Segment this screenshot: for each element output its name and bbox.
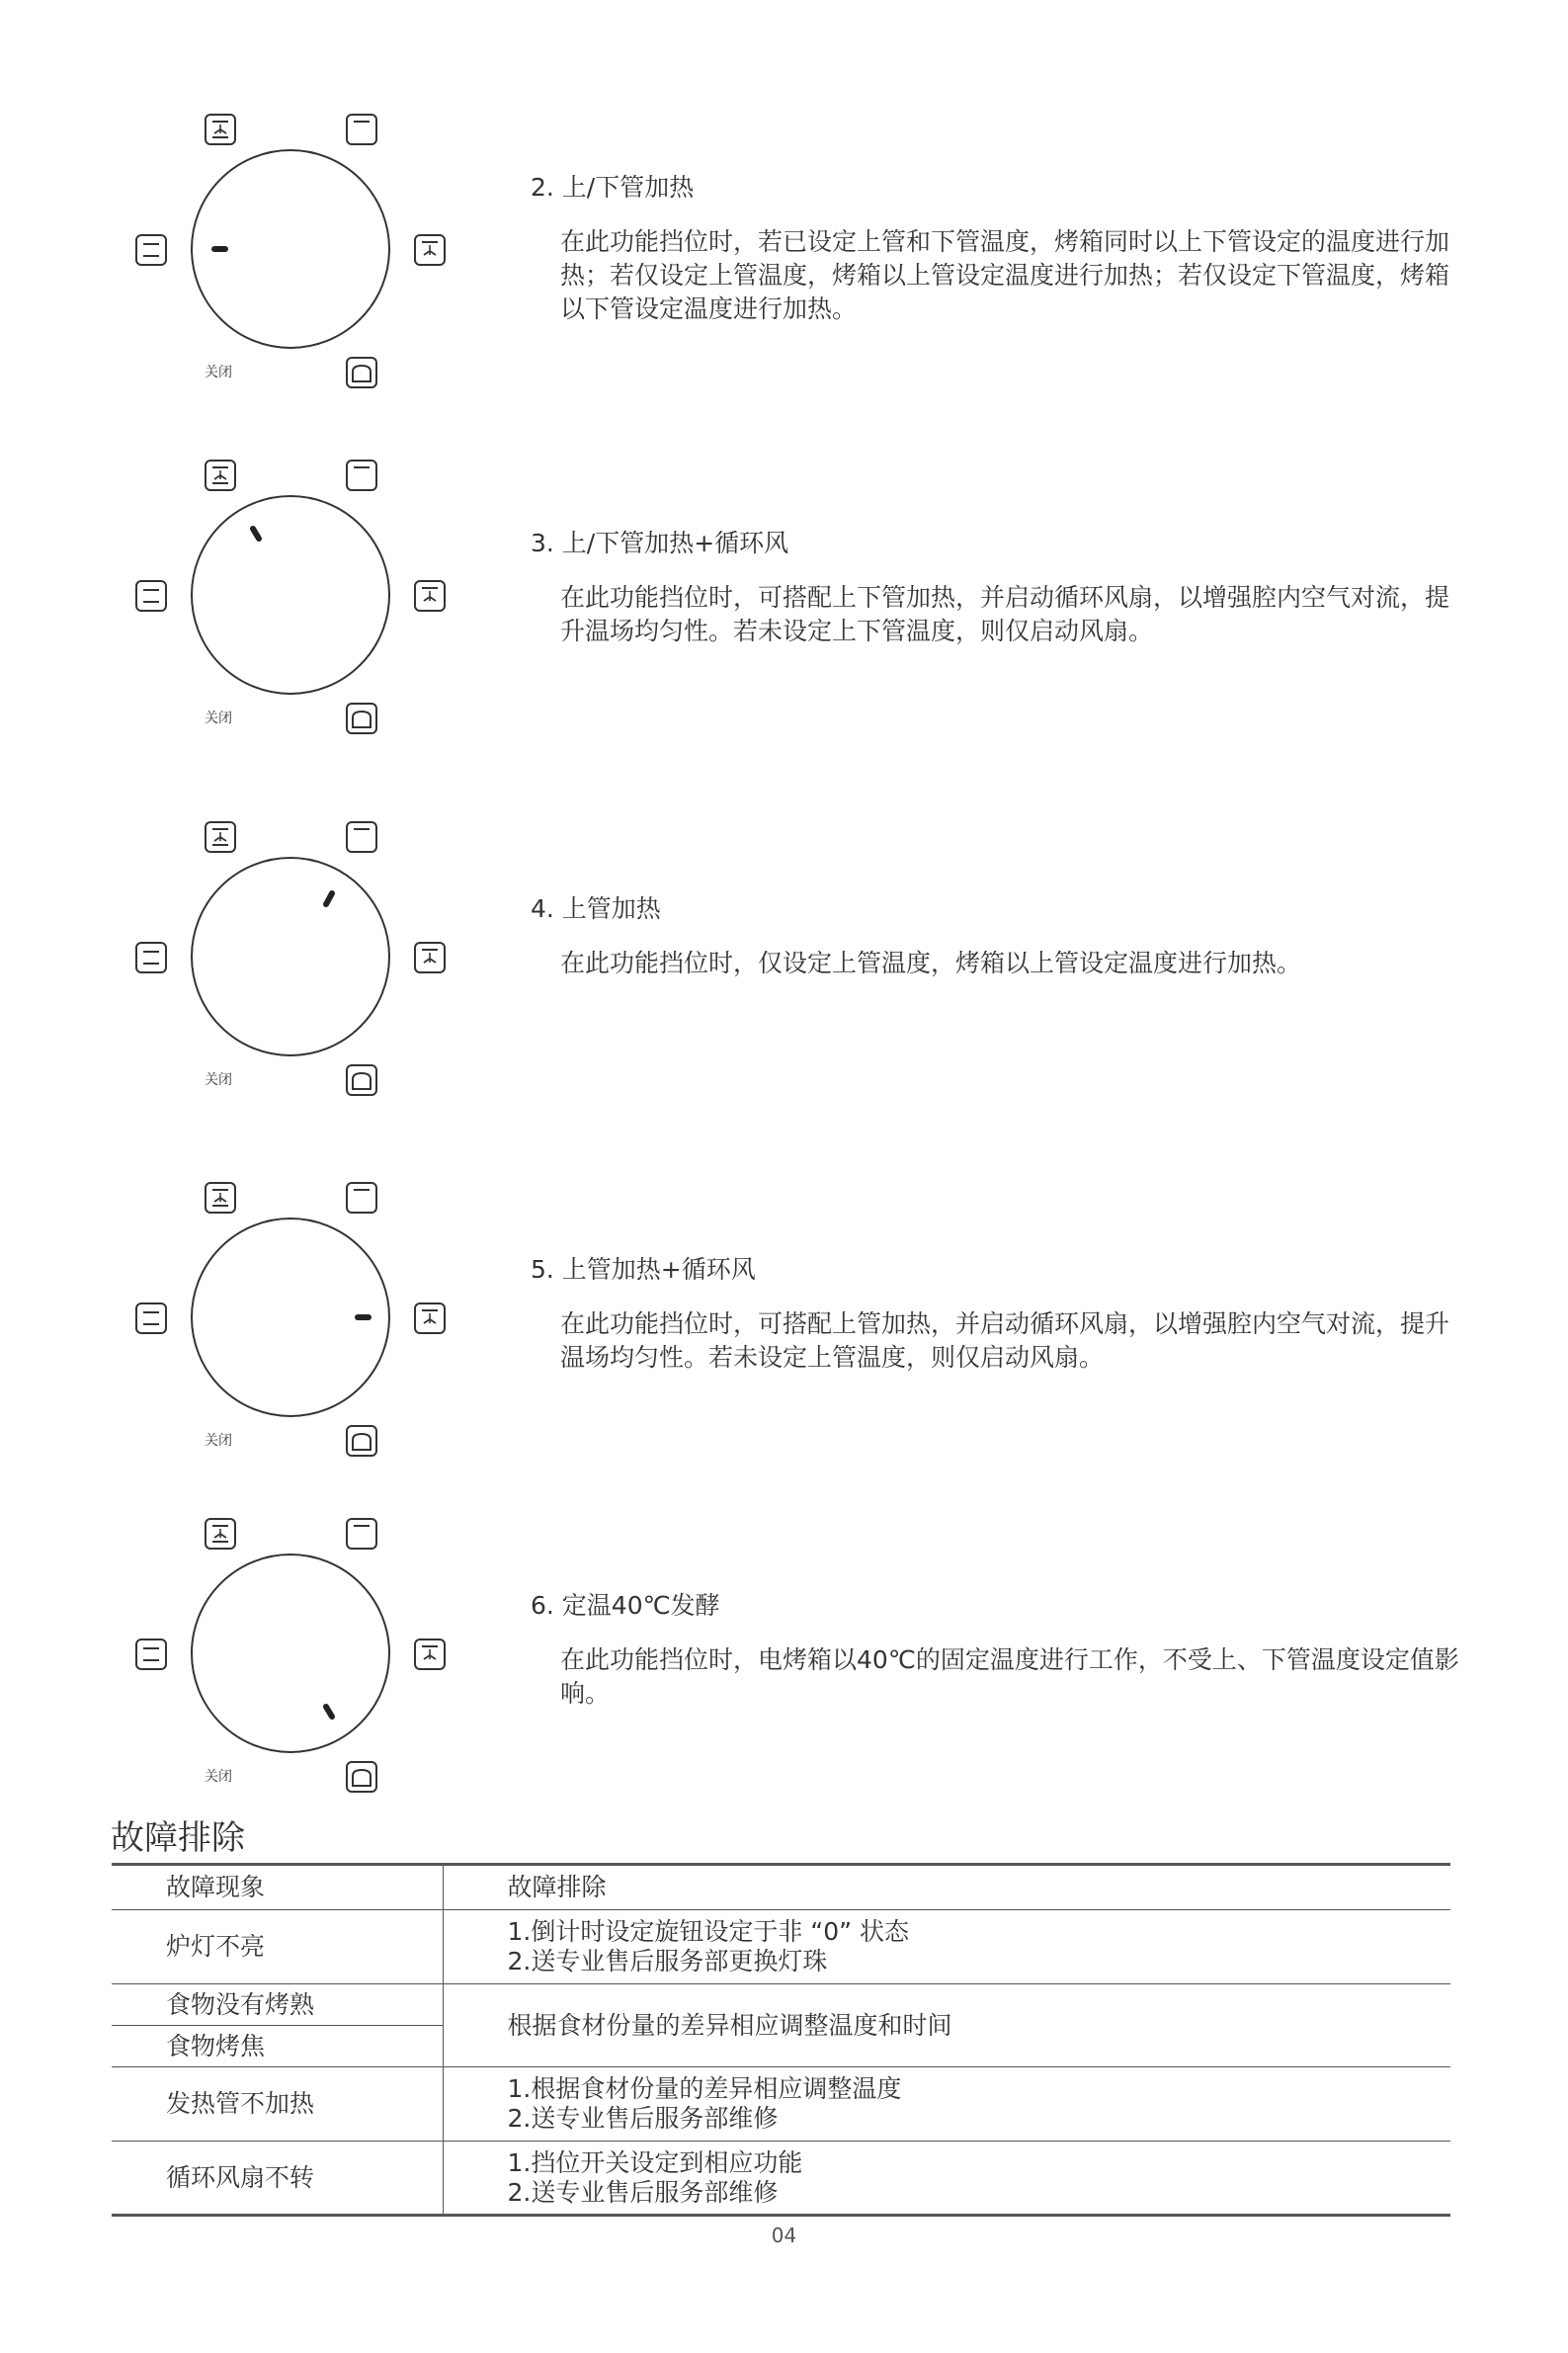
mode-description bbox=[531, 170, 1459, 326]
ferment-icon bbox=[347, 1426, 376, 1456]
table-row bbox=[112, 2067, 1450, 2142]
mode-section-2 bbox=[0, 109, 1568, 405]
top-bottom-heat-icon bbox=[136, 1303, 166, 1333]
troubleshooting-heading: 故障排除 bbox=[111, 1818, 245, 1858]
dial-pointer bbox=[326, 893, 332, 904]
symptom-cell: 食物没有烤熟 bbox=[112, 1984, 443, 2026]
mode-title: 4. 上管加热 bbox=[531, 894, 661, 923]
remedy-line: 根据食材份量的差异相应调整温度和时间 bbox=[507, 2010, 952, 2040]
fan-top-heat-icon bbox=[206, 822, 235, 852]
function-dial bbox=[119, 1177, 474, 1473]
top-heat-icon bbox=[347, 1519, 376, 1549]
remedy-cell bbox=[443, 2142, 1450, 2216]
mode-body: 在此功能挡位时，可搭配上管加热，并启动循环风扇，以增强腔内空气对流，提升温场均匀性。若未设定上管温度，则仅启动风扇。 bbox=[560, 1309, 1450, 1372]
mode-description bbox=[531, 891, 1459, 980]
mode-title: 5. 上管加热+循环风 bbox=[531, 1255, 756, 1284]
top-fan-icon bbox=[415, 1639, 445, 1669]
off-label: 关闭 bbox=[205, 365, 232, 380]
top-fan-icon bbox=[415, 581, 445, 611]
ferment-icon bbox=[347, 1762, 376, 1792]
fan-top-heat-icon bbox=[206, 1183, 235, 1213]
top-fan-icon bbox=[415, 235, 445, 265]
mode-section-4 bbox=[0, 816, 1568, 1113]
mode-title: 3. 上/下管加热+循环风 bbox=[531, 529, 789, 557]
mode-title: 2. 上/下管加热 bbox=[531, 173, 695, 202]
remedy-cell bbox=[443, 1910, 1450, 1984]
top-heat-icon bbox=[347, 461, 376, 490]
top-bottom-heat-icon bbox=[136, 581, 166, 611]
remedy-line: 2.送专业售后服务部维修 bbox=[507, 2104, 779, 2133]
top-fan-icon bbox=[415, 943, 445, 972]
off-label: 关闭 bbox=[205, 1433, 232, 1449]
symptom-cell: 炉灯不亮 bbox=[112, 1910, 443, 1984]
top-bottom-heat-icon bbox=[136, 1639, 166, 1669]
table-header-row bbox=[112, 1865, 1450, 1910]
mode-title: 6. 定温40℃发酵 bbox=[531, 1591, 720, 1620]
fan-top-heat-icon bbox=[206, 1519, 235, 1549]
off-label: 关闭 bbox=[205, 1769, 232, 1785]
top-fan-icon bbox=[415, 1303, 445, 1333]
page-number: 04 bbox=[771, 2224, 797, 2247]
mode-section-3 bbox=[0, 455, 1568, 751]
table-row bbox=[112, 1910, 1450, 1984]
symptom-cell: 循环风扇不转 bbox=[112, 2142, 443, 2216]
mode-description bbox=[531, 526, 1459, 648]
dial-knob bbox=[192, 496, 389, 694]
top-heat-icon bbox=[347, 1183, 376, 1213]
mode-body: 在此功能挡位时，仅设定上管温度，烤箱以上管设定温度进行加热。 bbox=[560, 949, 1302, 977]
mode-description bbox=[531, 1588, 1459, 1711]
top-bottom-heat-icon bbox=[136, 235, 166, 265]
dial-pointer bbox=[326, 1707, 332, 1717]
table-row bbox=[112, 1984, 1450, 2026]
off-label: 关闭 bbox=[205, 1072, 232, 1088]
symptom-cell: 食物烤焦 bbox=[112, 2026, 443, 2067]
mode-body: 在此功能挡位时，可搭配上下管加热，并启动循环风扇，以增强腔内空气对流，提升温场均匀性。若未设定上下管温度，则仅启动风扇。 bbox=[560, 583, 1450, 645]
mode-section-5 bbox=[0, 1177, 1568, 1473]
remedy-cell bbox=[443, 1984, 1450, 2067]
mode-body: 在此功能挡位时，电烤箱以40℃的固定温度进行工作，不受上、下管温度设定值影响。 bbox=[560, 1645, 1459, 1708]
dial-pointer bbox=[253, 529, 259, 539]
dial-knob bbox=[192, 1555, 389, 1752]
top-heat-icon bbox=[347, 822, 376, 852]
dial-knob bbox=[192, 858, 389, 1055]
off-label: 关闭 bbox=[205, 711, 232, 726]
function-dial bbox=[119, 816, 474, 1113]
remedy-line: 2.送专业售后服务部更换灯珠 bbox=[507, 1947, 828, 1975]
remedy-line: 2.送专业售后服务部维修 bbox=[507, 2177, 779, 2207]
function-dial bbox=[119, 109, 474, 405]
symptom-cell: 发热管不加热 bbox=[112, 2067, 443, 2142]
mode-description bbox=[531, 1252, 1459, 1375]
function-dial bbox=[119, 455, 474, 751]
remedy-line: 1.挡位开关设定到相应功能 bbox=[507, 2147, 803, 2177]
mode-body: 在此功能挡位时，若已设定上管和下管温度，烤箱同时以上下管设定的温度进行加热；若仅设定上管温度，烤箱以上管设定温度进行加热；若仅设定下管温度，烤箱以下管设定温度进行加热。 bbox=[560, 227, 1450, 323]
top-heat-icon bbox=[347, 115, 376, 144]
top-bottom-heat-icon bbox=[136, 943, 166, 972]
function-dial bbox=[119, 1513, 474, 1809]
mode-section-6 bbox=[0, 1513, 1568, 1809]
remedy-cell bbox=[443, 2067, 1450, 2142]
remedy-line: 1.根据食材份量的差异相应调整温度 bbox=[507, 2074, 902, 2103]
remedy-line: 1.倒计时设定旋钮设定于非 “0” 状态 bbox=[507, 1917, 910, 1946]
column-header-remedy: 故障排除 bbox=[443, 1865, 1450, 1910]
column-header-symptom: 故障现象 bbox=[112, 1865, 443, 1910]
troubleshooting-table bbox=[112, 1863, 1450, 2217]
ferment-icon bbox=[347, 358, 376, 387]
ferment-icon bbox=[347, 1065, 376, 1095]
fan-top-heat-icon bbox=[206, 115, 235, 144]
fan-top-heat-icon bbox=[206, 461, 235, 490]
table-row bbox=[112, 2142, 1450, 2216]
ferment-icon bbox=[347, 704, 376, 733]
